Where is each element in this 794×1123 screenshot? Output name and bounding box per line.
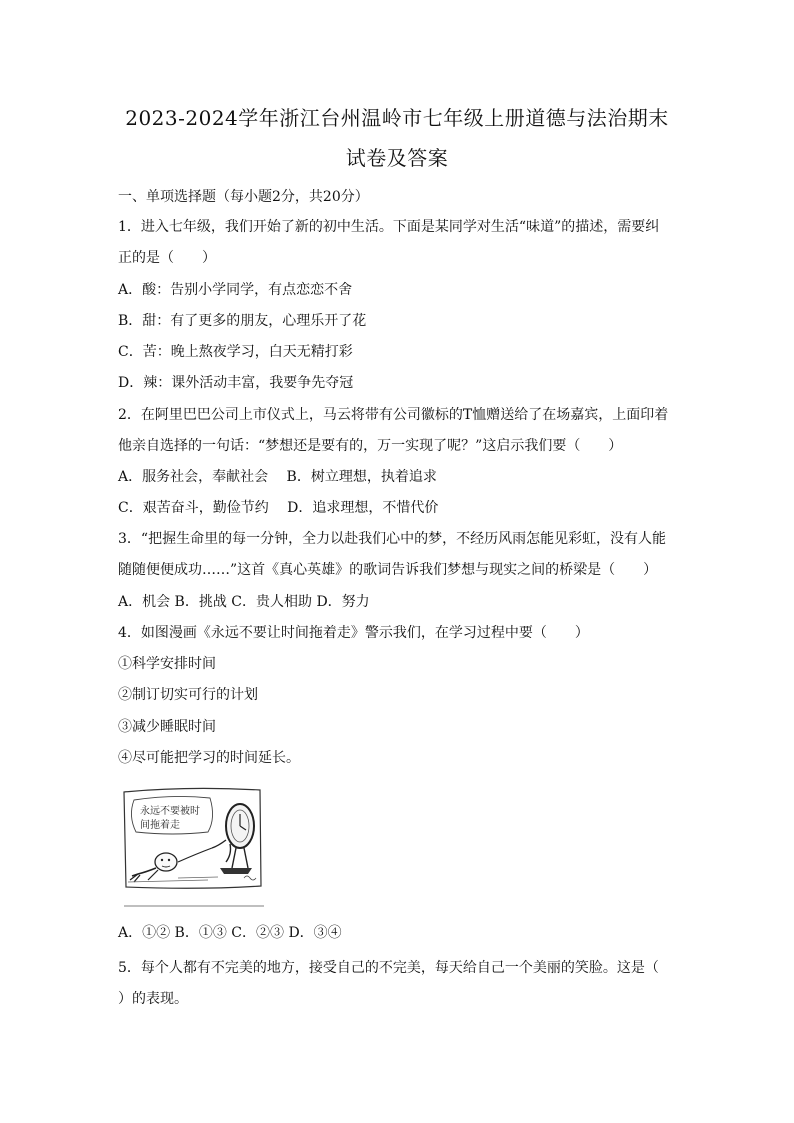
q1-stem-line1: 1．进入七年级，我们开始了新的初中生活。下面是某同学对生活“味道”的描述，需要纠 [118, 219, 660, 235]
q1-stem-line2: 正的是（ ） [118, 250, 216, 266]
q1-option-a: A．酸：告别小学同学，有点恋恋不舍 [118, 282, 353, 298]
q3-stem-line1: 3．“把握生命里的每一分钟，全力以赴我们心中的梦，不经历风雨怎能见彩虹，没有人能 [118, 531, 667, 547]
q1-option-c: C．苦：晚上熬夜学习，白天无精打彩 [118, 344, 353, 360]
q1-option-d: D．辣：课外活动丰富，我要争先夺冠 [118, 375, 354, 391]
q2-stem-line2: 他亲自选择的一句话：“梦想还是要有的，万一实现了呢？”这启示我们要（ ） [118, 438, 623, 454]
q5-stem-line1: 5．每个人都有不完美的地方，接受自己的不完美，每天给自己一个美丽的笑脸。这是（ [118, 960, 659, 976]
q4-options: A．①② B．①③ C．②③ D．③④ [118, 925, 342, 941]
q3-options: A．机会 B．挑战 C．贵人相助 D．努力 [118, 594, 370, 610]
q2-options-line2: C．艰苦奋斗，勤俭节约 D．追求理想，不惜代价 [118, 500, 439, 516]
cartoon-caption-line2: 间拖着走 [140, 820, 180, 831]
q4-item-3: ③减少睡眠时间 [118, 719, 216, 735]
q1-option-b: B．甜：有了更多的朋友，心理乐开了花 [118, 313, 367, 329]
cartoon-illustration [118, 782, 266, 910]
q4-item-1: ①科学安排时间 [118, 656, 216, 672]
cartoon-drawing [118, 782, 266, 910]
section-heading: 一、单项选择题（每小题2分，共20分） [118, 189, 369, 205]
q5-stem-line2: ）的表现。 [118, 991, 188, 1007]
q3-stem-line2: 随随便便成功……”这首《真心英雄》的歌词告诉我们梦想与现实之间的桥梁是（ ） [118, 562, 658, 578]
q2-options-line1: A．服务社会，奉献社会 B．树立理想，执着追求 [118, 469, 437, 485]
q2-stem-line1: 2．在阿里巴巴公司上市仪式上，马云将带有公司徽标的T恤赠送给了在场嘉宾，上面印着 [118, 407, 669, 423]
q4-item-4: ④尽可能把学习的时间延长。 [118, 750, 300, 766]
exam-title-line1: 2023-2024学年浙江台州温岭市七年级上册道德与法治期末 [125, 106, 669, 130]
q4-stem: 4．如图漫画《永远不要让时间拖着走》警示我们，在学习过程中要（ ） [118, 625, 589, 641]
exam-title-line2: 试卷及答案 [345, 146, 449, 170]
cartoon-caption-line1: 永远不要被时 [140, 806, 200, 817]
q4-item-2: ②制订切实可行的计划 [118, 687, 258, 703]
